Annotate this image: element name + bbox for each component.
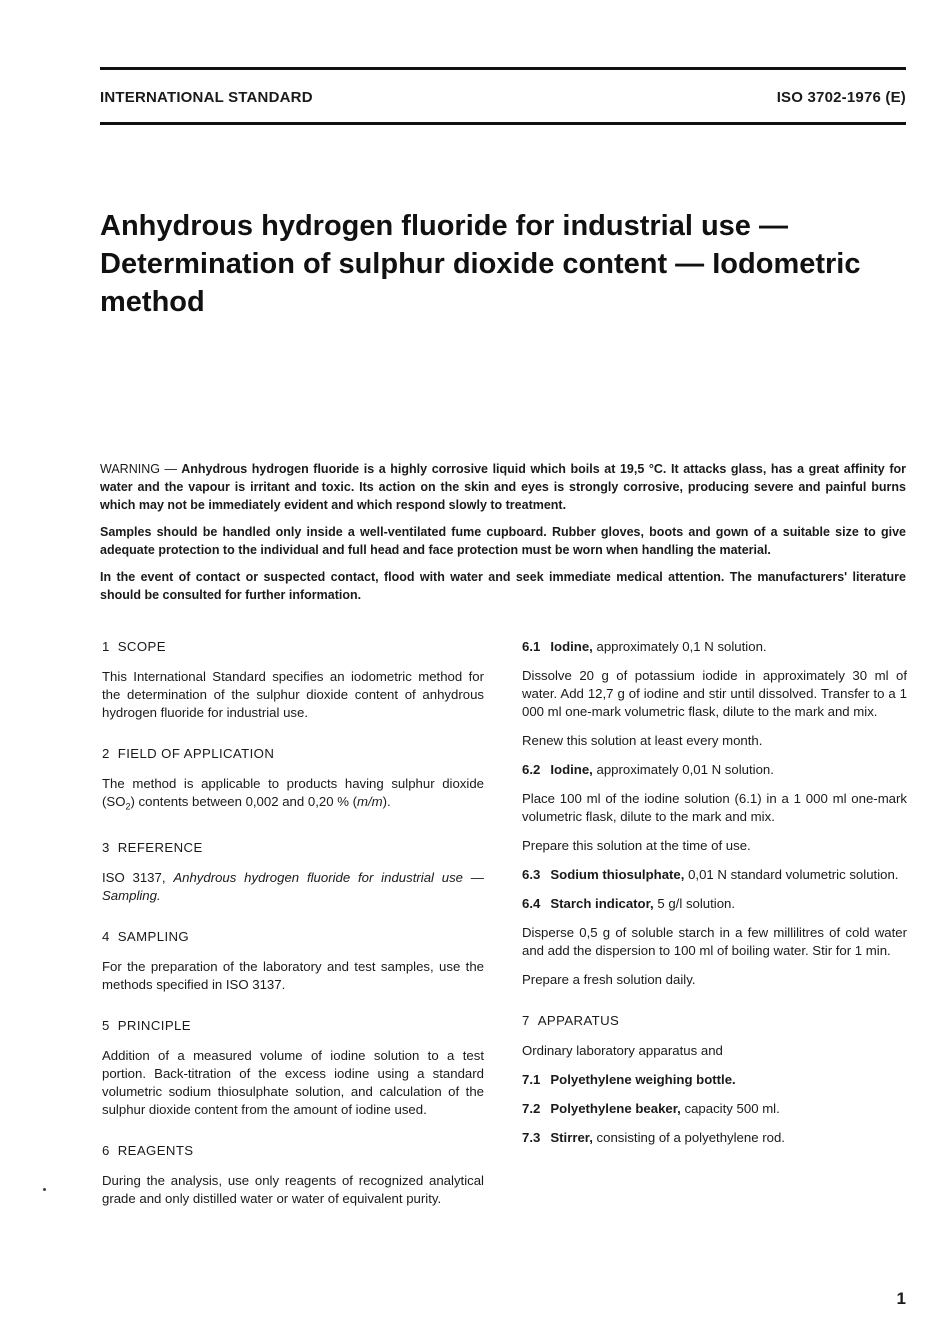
section-3-heading: 3 REFERENCE (102, 839, 203, 855)
subsection-6-3-heading: 6.3 Sodium thiosulphate, 0,01 N standard volumetric solution. (522, 867, 899, 882)
page-number: 1 (896, 1289, 906, 1308)
subsection-7-3-heading: 7.3 Stirrer, consisting of a polyethylene rod. (522, 1130, 785, 1145)
warning-paragraph-3: In the event of contact or suspected contact, flood with water and seek immediate medical attention. The manufacturers' literature should be consulted for further information. (100, 570, 906, 602)
section-2-heading: 2 FIELD OF APPLICATION (102, 746, 275, 761)
section-7-heading: 7 APPARATUS (522, 1013, 620, 1028)
section-1-text: This International Standard specifies an iodometric method for the determination of the sulphur dioxide content of anhydrous hydrogen fluoride for industrial use. (102, 669, 484, 720)
section-4-text: For the preparation of the laboratory and test samples, use the methods specified in ISO 3137. (102, 958, 484, 992)
subsection-6-1-text-2: Renew this solution at least every month. (522, 733, 763, 748)
subsection-6-2-text-1: Place 100 ml of the iodine solution (6.1) in a 1 000 ml one-mark volumetric flask, dilute to the mark and mix. (522, 791, 907, 824)
section-6-heading: 6 REAGENTS (102, 1142, 194, 1158)
section-4-heading: 4 SAMPLING (102, 928, 190, 944)
subsection-7-2-heading: 7.2 Polyethylene beaker, capacity 500 ml. (522, 1101, 780, 1116)
warning-paragraph-2: Samples should be handled only inside a well-ventilated fume cupboard. Rubber gloves, boots and gown of a suitable size to give adequate protection to the individual and full head and face protection must be worn when handling the material. (100, 525, 906, 557)
document-type: INTERNATIONAL STANDARD (100, 89, 313, 106)
right-column (522, 638, 907, 1158)
section-2-text: The method is applicable to products having sulphur dioxide $(SO_2)$ contents between 0,002 and 0,20 % (m/m). (102, 776, 484, 812)
section-6-text: During the analysis, use only reagents of recognized analytical grade and only distilled water or water of equivalent purity. (102, 1172, 484, 1206)
subsection-6-1-text-1: Dissolve 20 g of potassium iodide in approximately 30 ml of water. Add 12,7 g of iodine and stir until dissolved. Transfer to a 1 000 ml one-mark volumetric flask, dilute to the mark and mix. (522, 668, 907, 719)
subsection-6-4-heading: 6.4 Starch indicator, 5 g/l solution. (522, 896, 736, 911)
section-3-text: ISO 3137, Anhydrous hydrogen fluoride for industrial use — Sampling. (102, 869, 484, 903)
left-column (102, 638, 484, 1219)
title-line-1: Anhydrous hydrogen fluoride for industrial use — (100, 210, 788, 242)
section-7-text: Ordinary laboratory apparatus and (522, 1043, 723, 1058)
section-5-heading: 5 PRINCIPLE (102, 1017, 191, 1033)
warning-label: WARNING — (100, 462, 178, 476)
warning-paragraph-1 (100, 460, 906, 514)
header-rule-bottom (100, 122, 906, 125)
warning-block (100, 460, 906, 613)
scan-speck (43, 1188, 46, 1191)
subsection-6-1-heading: 6.1 Iodine, approximately 0,1 N solution. (522, 639, 767, 654)
title-line-3: method (100, 286, 205, 318)
subsection-6-4-text-2: Prepare a fresh solution daily. (522, 972, 696, 987)
page-title (100, 207, 890, 321)
title-line-2: Determination of sulphur dioxide content — Iodometric (100, 248, 861, 280)
section-1-heading: 1 SCOPE (102, 639, 166, 654)
subsection-6-4-text-1: Disperse 0,5 g of soluble starch in a few millilitres of cold water and add the dispersion to 100 ml of boiling water. Stir for 1 min. (522, 925, 907, 958)
subsection-7-1-heading: 7.1 Polyethylene weighing bottle. (522, 1072, 736, 1087)
section-5-text: Addition of a measured volume of iodine solution to a test portion. Back-titration of the excess iodine using a standard volumetric sodium thiosulphate solution, and calculation of the sulphur dioxide content from the amount of iodine used. (102, 1047, 484, 1117)
header-rule-top (100, 67, 906, 70)
warning-text-1: Anhydrous hydrogen fluoride is a highly corrosive liquid which boils at 19,5 °C. It attacks glass, has a great affinity for water and the vapour is irritant and toxic. Its action on the skin and eyes is strongly corrosive, producing severe and painful burns which may not be immediately evident and which respond slowly to treatment. (100, 462, 907, 512)
subsection-6-2-heading: 6.2 Iodine, approximately 0,01 N solution. (522, 762, 774, 777)
subsection-6-2-text-2: Prepare this solution at the time of use. (522, 838, 751, 853)
standard-number: ISO 3702-1976 (E) (776, 89, 906, 106)
